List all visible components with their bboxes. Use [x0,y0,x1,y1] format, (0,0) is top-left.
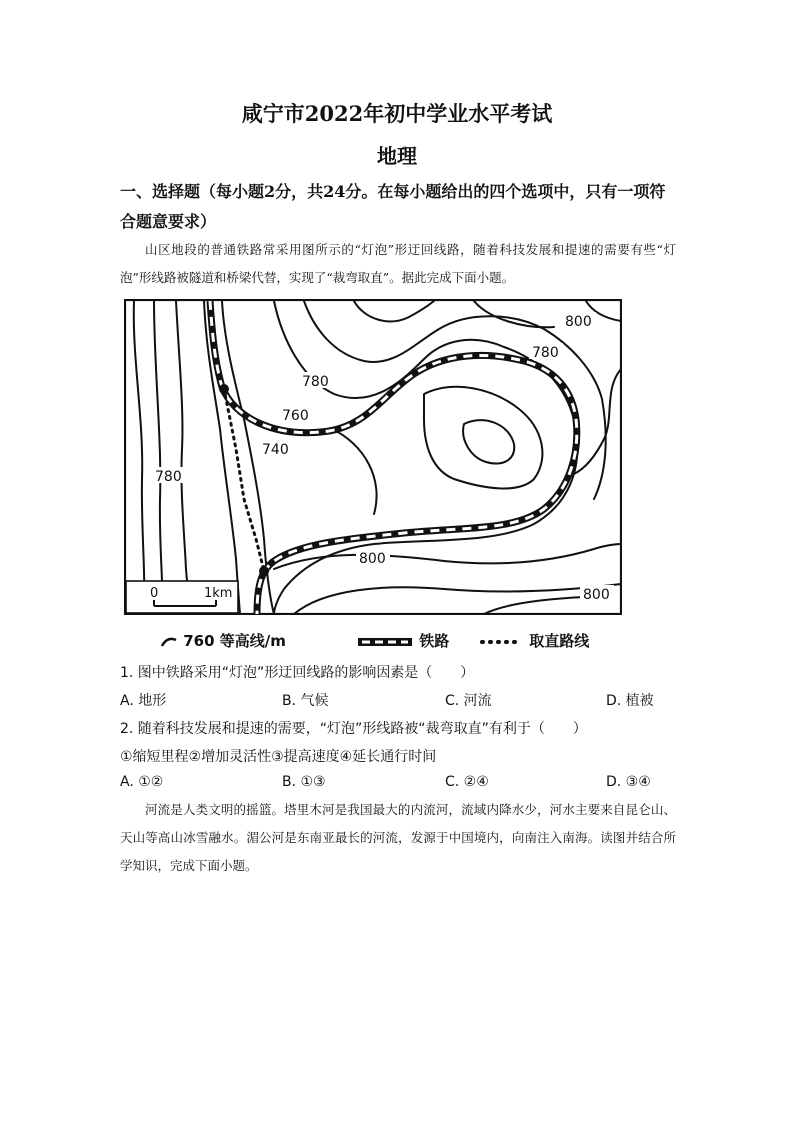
contour-label: 800 [359,551,386,567]
contour-label: 800 [583,587,610,603]
junction-point [259,566,269,576]
q2-option-b[interactable]: B. ①③ [282,774,326,790]
legend-shortcut: 取直路线 [478,630,589,651]
section-heading: 一、选择题（每小题2分，共24分。在每小题给出的四个选项中，只有一项符合题意要求） [120,182,666,231]
question-1-stem: 1. 图中铁路采用“灯泡”形迂回线路的影响因素是（ ） [120,665,475,681]
contour-label: 760 [282,408,309,424]
legend-contour: 760 等高线/m [160,630,286,651]
q2-option-d[interactable]: D. ③④ [606,774,651,790]
q1-option-b[interactable]: B. 气候 [282,693,329,709]
contour-map [124,299,622,615]
q1-option-d[interactable]: D. 植被 [606,693,654,709]
passage-1: 山区地段的普通铁路常采用图所示的“灯泡”形迂回线路，随着科技发展和提速的需要有些“灯泡”形线路被隧道和桥梁代替，实现了“裁弯取直”。据此完成下面小题。 [120,242,676,285]
question-2-items: ①缩短里程②增加灵活性③提高速度④延长通行时间 [120,749,437,765]
shortcut-legend-icon [478,636,524,648]
page-title: 咸宁市2022年初中学业水平考试 [241,101,553,126]
scale-distance: 1km [204,586,233,601]
legend-railway: 铁路 [356,630,449,651]
contour-legend-icon [160,634,178,650]
contour-label: 780 [155,469,182,485]
contour-label: 780 [302,374,329,390]
q2-option-c[interactable]: C. ②④ [445,774,489,790]
q1-option-c[interactable]: C. 河流 [445,693,492,709]
junction-point [219,384,229,394]
contour-label: 780 [532,345,559,361]
scale-zero: 0 [150,586,159,601]
railway-legend-icon [356,635,414,649]
subject-title: 地理 [377,144,417,168]
q1-option-a[interactable]: A. 地形 [120,693,167,709]
contour-label: 800 [565,314,592,330]
question-2-stem: 2. 随着科技发展和提速的需要，“灯泡”形线路被“裁弯取直”有利于（ ） [120,721,587,737]
passage-2: 河流是人类文明的摇篮。塔里木河是我国最大的内流河，流域内降水少，河水主要来自昆仑山、天山等高山冰雪融水。湄公河是东南亚最长的河流，发源于中国境内，向南注入南海。读图并结合所学知识，完成下面小题。 [120,802,676,873]
contour-label: 740 [262,442,289,458]
q2-option-a[interactable]: A. ①② [120,774,164,790]
